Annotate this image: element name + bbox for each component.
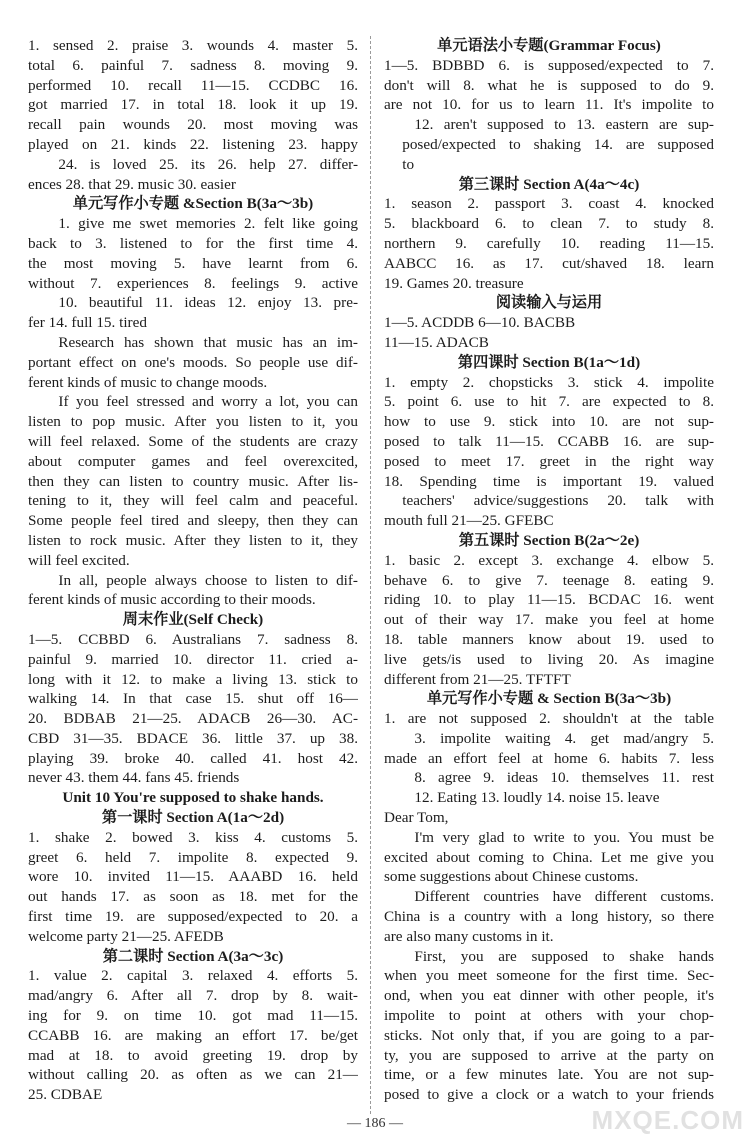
answer-line: posed/expected to shaking 14. are supposed (402, 135, 714, 153)
answer-line: 1. are not supposed 2. shouldn't at the table (384, 710, 714, 728)
answer-line: teachers' advice/suggestions 20. talk with (402, 492, 714, 510)
answer-line: without 7. experiences 8. feelings 9. active (28, 274, 358, 292)
answer-line: without calling 20. as often as we can 21— (28, 1066, 358, 1084)
answer-line: riding 10. to play 11—15. BCDAC 16. went (384, 591, 714, 609)
answer-line: excited about coming to China. Let me give you (384, 848, 714, 866)
answer-line: 1. shake 2. bowed 3. kiss 4. customs 5. (28, 828, 358, 846)
answer-line: 25. CDBAE (28, 1086, 103, 1104)
answer-line: impolite to point at others with your chop- (384, 1007, 714, 1025)
watermark-logo: MXQE.COM (591, 1105, 744, 1135)
answer-line: will feel relaxed. Some of the students are crazy (28, 432, 358, 450)
answer-line: 1—5. CCBBD 6. Australians 7. sadness 8. (28, 630, 358, 648)
answer-line: live gets/is used to living 20. As imagine (384, 650, 714, 668)
answer-line: 10. beautiful 11. ideas 12. enjoy 13. pre- (58, 294, 358, 312)
answer-line: 8. agree 9. ideas 10. themselves 11. rest (414, 769, 714, 787)
answer-line: CBD 31—35. BDACE 36. little 37. up 38. (28, 729, 358, 747)
section-heading: 第四课时 Section B(1a～1d) (457, 353, 641, 371)
answer-line: ond, when you eat dinner with other people, it's (384, 987, 714, 1005)
answer-line: fer 14. full 15. tired (28, 314, 147, 332)
answer-line: behave 6. to give 7. teenage 8. eating 9. (384, 571, 714, 589)
answer-line: playing 39. broke 40. called 41. host 42. (28, 749, 358, 767)
section-heading: 第三课时 Section A(4a～4c) (458, 175, 640, 193)
answer-line: 5. point 6. use to hit 7. are expected to 8. (384, 393, 714, 411)
answer-line: posed to talk 11—15. CCABB 16. are sup- (384, 432, 714, 450)
answer-line: 1. season 2. passport 3. coast 4. knocked (384, 195, 714, 213)
answer-line: mad/angry 6. After all 7. drop by 8. wait- (28, 987, 358, 1005)
answer-line: some suggestions about Chinese customs. (384, 868, 639, 886)
answer-line: total 6. painful 7. sadness 8. moving 9. (28, 56, 358, 74)
answer-line: 1—5. BDBBD 6. is supposed/expected to 7. (384, 56, 714, 74)
answer-line: CCABB 16. are making an effort 17. be/get (28, 1026, 358, 1044)
answer-line: mouth full 21—25. GFEBC (384, 512, 554, 530)
answer-line: recall pain wounds 20. most moving was (28, 116, 358, 134)
answer-line: performed 10. recall 11—15. CCDBC 16. (28, 76, 358, 94)
section-heading: 单元写作小专题 &Section B(3a～3b) (72, 195, 314, 213)
answer-line: In all, people always choose to listen to dif- (58, 571, 358, 589)
answer-line: played on 21. kinds 22. listening 23. happy (28, 135, 358, 153)
answer-line: If you feel stressed and worry a lot, you can (58, 393, 358, 411)
answer-line: made an effort feel at home 6. habits 7. less (384, 749, 714, 767)
answer-line: will feel excited. (28, 551, 130, 569)
answer-line: ences 28. that 29. music 30. easier (28, 175, 236, 193)
answer-line: 12. Eating 13. loudly 14. noise 15. leave (414, 789, 660, 807)
answer-line: posed to give a clock or a watch to your friends (384, 1086, 714, 1104)
answer-line: 18. table manners know about 19. used to (384, 630, 714, 648)
answer-line: first time 19. are supposed/expected to 20. a (28, 908, 358, 926)
answer-line: ing for 9. on time 10. got mad 11—15. (28, 1007, 358, 1025)
answer-line: ferent kinds of music to change moods. (28, 373, 268, 391)
answer-line: about computer games and feel overexcited, (28, 452, 358, 470)
answer-line: don't will 8. what he is supposed to do 9. (384, 76, 714, 94)
answer-line: 1. sensed 2. praise 3. wounds 4. master 5. (28, 37, 358, 54)
section-heading: 周末作业(Self Check) (122, 611, 264, 629)
answer-line: back to 3. listened to for the first time 4. (28, 234, 358, 252)
answer-line: painful 9. married 10. director 11. cried a- (28, 650, 358, 668)
answer-line: long with it 12. to make a living 13. stick to (28, 670, 358, 688)
answer-line: sticks. Not only that, if you are going to a par- (384, 1026, 714, 1044)
answer-line: AABCC 16. as 17. cut/shaved 18. learn (384, 254, 714, 272)
answer-line: 12. aren't supposed to 13. eastern are sup- (414, 116, 714, 134)
answer-line: Different countries have different customs. (414, 888, 714, 906)
answer-line: out hands 17. as soon as 18. met for the (28, 888, 358, 906)
answer-line: portant effect on one's moods. So people use dif- (28, 353, 358, 371)
answer-line: tening to it, they will feel calm and peaceful. (28, 492, 358, 510)
answer-line: got married 17. in total 18. look it up 19. (28, 96, 358, 114)
answer-line: 11—15. ADACB (384, 333, 489, 351)
answer-line: 3. impolite waiting 4. get mad/angry 5. (414, 729, 714, 747)
answer-line: Some people feel tired and sleepy, then they can (28, 512, 358, 530)
answer-line: northern 9. carefully 10. reading 11—15. (384, 234, 714, 252)
answer-line: how to use 9. stick into 10. are not sup- (384, 413, 714, 431)
section-heading: 阅读输入与运用 (495, 294, 603, 312)
answer-line: First, you are supposed to shake hands (414, 947, 714, 965)
answer-line: walking 14. In that case 15. shut off 16— (28, 690, 358, 708)
answer-line: Dear Tom, (384, 809, 449, 827)
answer-line: 18. Spending time is important 19. valued (384, 472, 714, 490)
answer-line: I'm very glad to write to you. You must be (414, 828, 714, 846)
answer-line: never 43. them 44. fans 45. friends (28, 769, 240, 787)
answer-line: time, or a few minutes late. You are not sup- (384, 1066, 714, 1084)
answer-line: 1. value 2. capital 3. relaxed 4. efforts 5. (28, 967, 358, 985)
answer-line: 20. BDBAB 21—25. ADACB 26—30. AC- (28, 710, 358, 728)
section-heading: 第二课时 Section A(3a～3c) (102, 947, 284, 965)
answer-line: 5. blackboard 6. to clean 7. to study 8. (384, 215, 714, 233)
column-divider (370, 36, 371, 1114)
answer-line: 19. Games 20. treasure (384, 274, 524, 292)
section-heading: Unit 10 You're supposed to shake hands. (62, 789, 324, 807)
answer-line: greet 6. held 7. impolite 8. expected 9. (28, 848, 358, 866)
answer-line: 24. is loved 25. its 26. help 27. differ- (58, 155, 358, 173)
answer-line: 1—5. ACDDB 6—10. BACBB (384, 314, 576, 332)
answer-line: different from 21—25. TFTFT (384, 670, 571, 688)
answer-line: when you meet someone for the first time. Sec- (384, 967, 714, 985)
page-number: — 186 — (347, 1116, 403, 1131)
section-heading: 第五课时 Section B(2a～2e) (458, 531, 640, 549)
answer-line: mad at 18. to avoid greeting 19. drop by (28, 1046, 358, 1064)
answer-line: Research has shown that music has an im- (58, 333, 358, 351)
left-column (28, 36, 358, 1105)
answer-line: posed to meet 17. greet in the right way (384, 452, 714, 470)
section-heading: 单元语法小专题(Grammar Focus) (437, 37, 661, 54)
answer-line: 1. basic 2. except 3. exchange 4. elbow 5. (384, 551, 714, 569)
answer-line: to (402, 155, 415, 173)
answer-line: ty, you are supposed to arrive at the party on (384, 1046, 714, 1064)
answer-line: listen to pop music. After you listen to it, you (28, 413, 358, 431)
answer-line: are not 10. for us to learn 11. It's impolite to (384, 96, 714, 114)
answer-line: welcome party 21—25. AFEDB (28, 927, 224, 945)
answer-line: are also many customs in it. (384, 927, 554, 945)
answer-line: listen to rock music. After they listen to it, they (28, 531, 358, 549)
answer-line: the most moving 5. have learnt from 6. (28, 254, 358, 272)
right-column (384, 36, 714, 1105)
answer-line: ferent kinds of music according to their moods. (28, 591, 316, 609)
answer-line: then they can listen to country music. After lis- (28, 472, 358, 490)
section-heading: 第一课时 Section A(1a～2d) (101, 809, 285, 827)
answer-line: out of their way 17. make you feel at home (384, 611, 714, 629)
answer-line: wore 10. invited 11—15. AAABD 16. held (28, 868, 358, 886)
answer-line: 1. empty 2. chopsticks 3. stick 4. impolite (384, 373, 714, 391)
answer-line: China is a country with a long history, so there (384, 908, 714, 926)
section-heading: 单元写作小专题 & Section B(3a～3b) (426, 690, 672, 708)
answer-line: 1. give me swet memories 2. felt like going (58, 215, 358, 233)
